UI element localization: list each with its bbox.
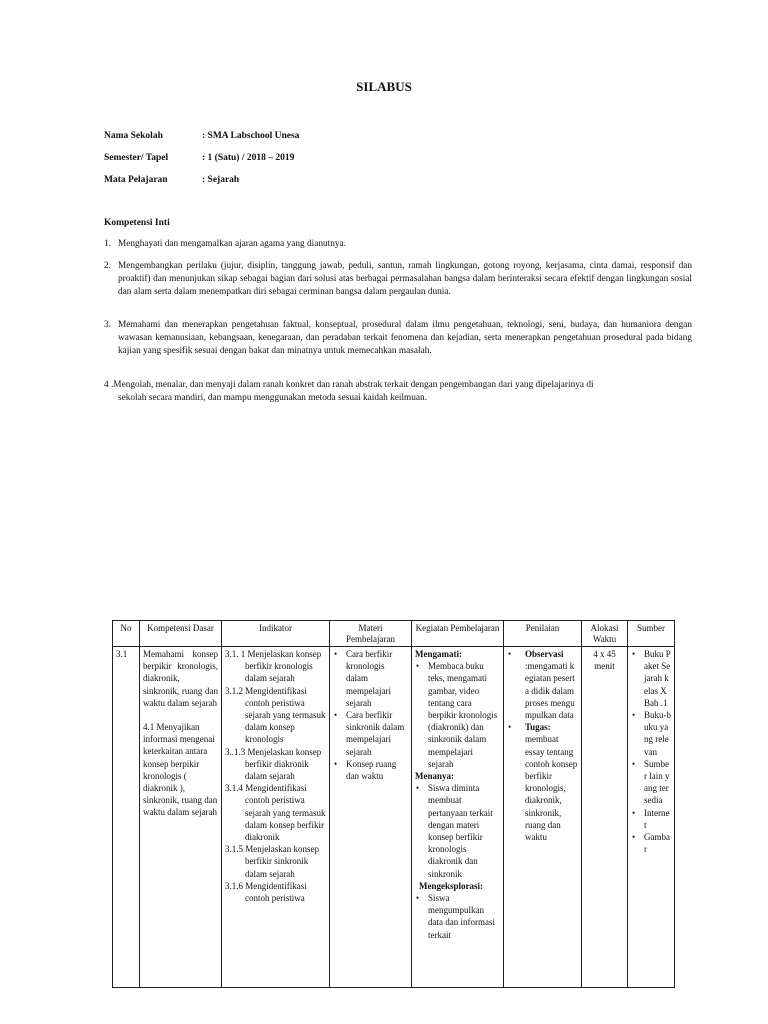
alokasi-value: 4 x 45 menit: [593, 649, 616, 672]
materi-item: • Konsep ruang dan waktu: [333, 758, 408, 782]
header-alokasi: Alokasi Waktu: [582, 621, 628, 647]
materi-list: [333, 648, 408, 782]
kegiatan-item: • Membaca buku teks, mengamati gambar, video tentang cara berpikir kronologis (diakronik) dan sinkronik dalam mempelajari sejarah: [415, 660, 500, 770]
meta-semester-value: : 1 (Satu) / 2018 – 2019: [202, 153, 295, 163]
meta-school-value: : SMA Labschool Unesa: [202, 131, 300, 141]
sumber-list: [631, 648, 671, 855]
table-row: [113, 647, 675, 988]
kegiatan-content: [415, 648, 500, 986]
cell-alokasi: [582, 647, 628, 988]
document-title: SILABUS: [356, 79, 412, 94]
penilaian-tugas: [507, 721, 578, 843]
ki-text: 4 .Mengolah, menalar, dan menyaji dalam ranah konkret dan ranah abstrak terkait dengan pengembangan dari yang dipelajarinya di: [104, 380, 594, 390]
header-penilaian: Penilaian: [504, 621, 582, 647]
meta-subject: [104, 175, 239, 185]
kd-text-1: Memahami konsep berpikir kronologis, diakronik, sinkronik, ruang dan waktu dalam sejarah: [143, 649, 218, 708]
tugas-label: Tugas:: [525, 722, 551, 733]
meta-subject-label: Mata Pelajaran: [104, 175, 168, 185]
ki-number: 2.: [104, 261, 111, 271]
ki-heading: Kompetensi Inti: [104, 218, 170, 228]
meta-subject-value: : Sejarah: [202, 175, 240, 185]
cell-no: [113, 647, 140, 988]
kegiatan-mengamati-heading: Mengamati:: [415, 649, 462, 659]
row-number: 3.1: [116, 649, 128, 659]
materi-item: • Cara berfikir kronologis dalam mempelajari sejarah: [333, 648, 408, 709]
kegiatan-mengamati-list: [415, 660, 500, 770]
kegiatan-menanya-list: [415, 782, 500, 880]
ki-item-1: [104, 238, 692, 251]
header-kompetensi-dasar: Kompetensi Dasar: [140, 621, 222, 647]
observasi-text: :mengamati kegiatan peserta didik dalam proses mengumpulkan data: [525, 661, 575, 721]
header-sumber: Sumber: [628, 621, 675, 647]
ki-item-2: [104, 260, 692, 299]
indikator-item: 3.1.2 Mengidentifikasi contoh peristiwa sejarah yang termasuk dalam konsep kronologis: [225, 685, 326, 745]
tugas-text: membuat essay tentang contoh konsep berfikir kronologis, diakronik, sinkronik, ruang dan waktu: [525, 734, 578, 843]
ki-number: 1.: [104, 239, 111, 249]
kegiatan-mengeksplorasi-list: [415, 892, 500, 941]
cell-materi: [330, 647, 412, 988]
header-indikator: Indikator: [222, 621, 330, 647]
meta-semester: [104, 153, 294, 163]
sumber-content: [631, 648, 671, 986]
ki-text: Memahami dan menerapkan pengetahuan faktual, konseptual, prosedural dalam ilmu pengetahuan, teknologi, seni, budaya, dan humaniora dengan wawasan kemanusiaan, kebangsaan, kenegaraan, dan peradaban terkait fenomena dan kejadian, serta menerapkan pengetahuan prosedural pada bidang kajian yang spesifik sesuai dengan bakat dan minatnya untuk memecahkan masalah.: [118, 320, 692, 356]
observasi-label: Observasi: [525, 649, 564, 659]
indikator-item: 3.1.5 Menjelaskan konsep berfikir sinkronik dalam sejarah: [225, 844, 319, 879]
cell-kompetensi-dasar: [140, 647, 222, 988]
ki-text: Menghayati dan mengamalkan ajaran agama yang dianutnya.: [118, 239, 346, 249]
kd-content: [143, 648, 218, 986]
header-kegiatan: Kegiatan Pembelajaran: [412, 621, 504, 647]
materi-item: • Cara berfikir sinkronik dalam mempelajari sejarah: [333, 709, 408, 758]
penilaian-content: [507, 648, 578, 986]
penilaian-list: [507, 648, 578, 843]
sumber-item: • Buku-buku yang relevan: [631, 709, 671, 758]
kegiatan-menanya-heading: Menanya:: [415, 771, 454, 782]
indikator-item: 3.1.6 Mengidentifikasi contoh peristiwa: [225, 880, 307, 904]
indikator-item: 3..1.3 Menjelaskan konsep berfikir diakronik dalam sejarah: [225, 746, 322, 782]
kegiatan-item: • Siswa diminta membuat pertanyaan terkait dengan materi konsep berfikir kronologis diakronik dan sinkronik: [415, 782, 500, 880]
sumber-item: • Internet: [631, 807, 671, 831]
indikator-item: 3.1. 1 Menjelaskan konsep berfikir kronologis dalam sejarah: [225, 649, 322, 684]
cell-indikator: [222, 647, 330, 988]
header-materi: Materi Pembelajaran: [330, 621, 412, 647]
sumber-item: • Buku Paket Sejarah kelas X Bab .1: [631, 648, 671, 709]
table-header-row: [113, 621, 675, 647]
sumber-item: • Sumber lain yang tersedia: [631, 758, 671, 807]
syllabus-table: [112, 620, 675, 988]
materi-content: [333, 648, 408, 986]
cell-sumber: [628, 647, 675, 988]
ki-text-continued: sekolah secara mandiri, dan mampu menggunakan metoda sesuai kaidah keilmuan.: [118, 393, 428, 403]
sumber-item: • Gambar: [631, 831, 671, 855]
meta-semester-label: Semester/ Tapel: [104, 153, 169, 163]
cell-kegiatan: [412, 647, 504, 988]
ki-text: Mengembangkan perilaku (jujur, disiplin, tanggung jawab, peduli, santun, ramah lingkungan, gotong royong, kerjasama, cinta damai, responsif dan proaktif) dan menunjukan sikap sebagai bagian dari solusi atas berbagai permasalahan bangsa dalam berinteraksi secara efektif dengan lingkungan sosial dan alam serta dalam menempatkan diri sebagai cerminan bangsa dalam pergaulan dunia.: [118, 261, 692, 297]
cell-penilaian: [504, 647, 582, 988]
ki-item-3: [104, 319, 692, 358]
kegiatan-item: • Siswa mengumpulkan data dan informasi terkait: [415, 892, 500, 941]
header-no: No: [113, 621, 140, 647]
meta-school: [104, 131, 299, 141]
indikator-item: 3.1.4 Mengidentifikasi contoh peristiwa sejarah yang termasuk dalam konsep berfikir diakronik: [225, 783, 326, 843]
indikator-list: [225, 648, 326, 986]
kd-text-2: 4.1 Menyajikan informasi mengenai keterkaitan antara konsep berpikir kronologis ( diakronik ), sinkronik, ruang dan waktu dalam sejarah: [143, 722, 218, 818]
kegiatan-mengeksplorasi-heading: Mengeksplorasi:: [419, 880, 483, 891]
ki-item-4: [104, 379, 696, 405]
meta-school-label: Nama Sekolah: [104, 131, 163, 141]
ki-number: 3.: [104, 320, 111, 330]
penilaian-observasi: [507, 648, 578, 721]
